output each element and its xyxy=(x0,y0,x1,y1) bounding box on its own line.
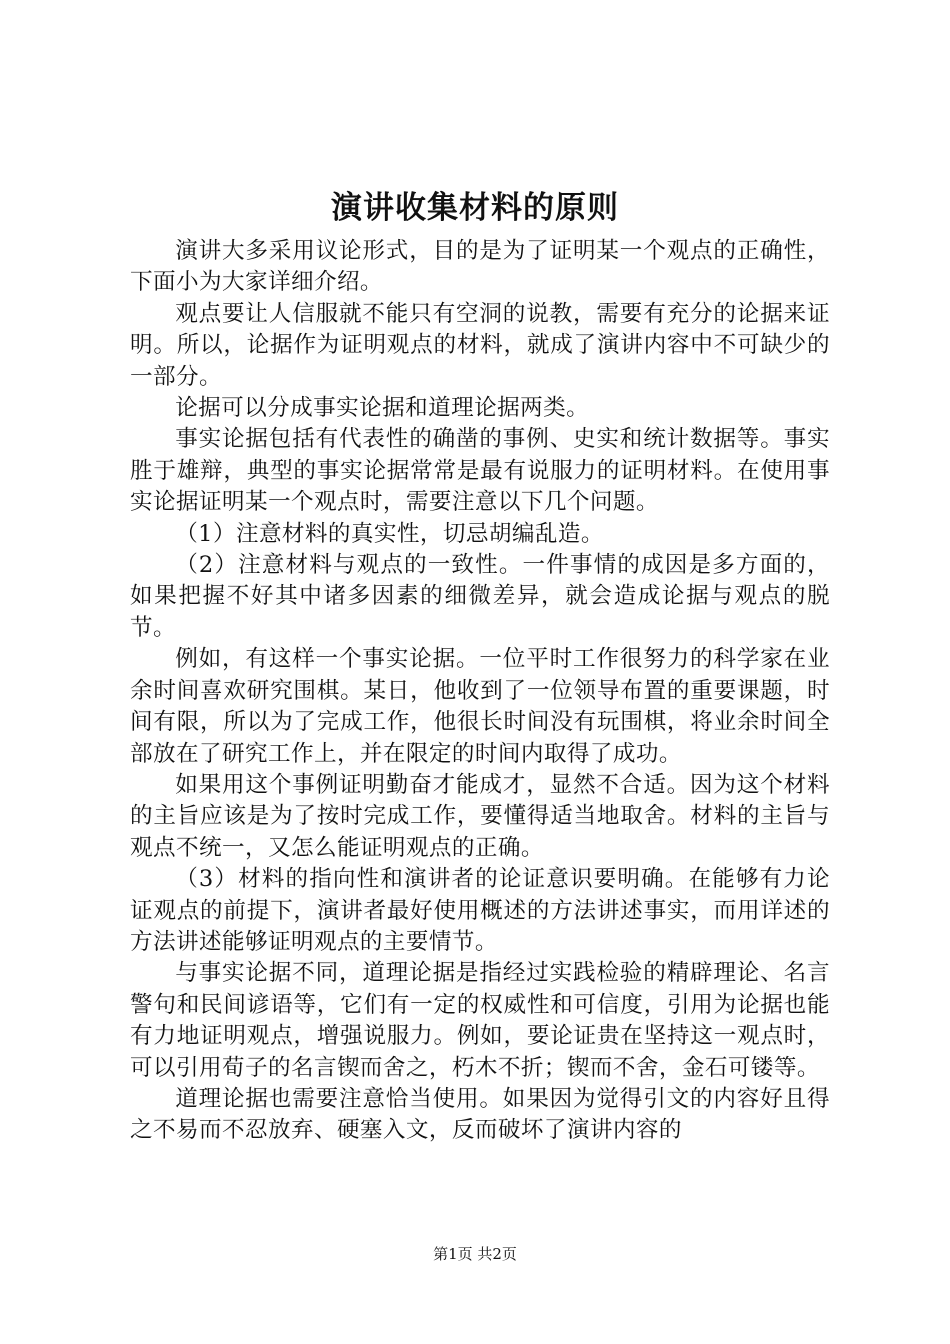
paragraph: 道理论据也需要注意恰当使用。如果因为觉得引文的内容好且得之不易而不忍放弃、硬塞入文，反而破坏了演讲内容的 xyxy=(130,1085,830,1144)
paragraph: （3）材料的指向性和演讲者的论证意识要明确。在能够有力论证观点的前提下，演讲者最好使用概述的方法讲述事实，而用详述的方法讲述能够证明观点的主要情节。 xyxy=(130,866,830,955)
paragraph: 如果用这个事例证明勤奋才能成才，显然不合适。因为这个材料的主旨应该是为了按时完成工作，要懂得适当地取舍。材料的主旨与观点不统一，又怎么能证明观点的正确。 xyxy=(130,771,830,861)
paragraph: （2）注意材料与观点的一致性。一件事情的成因是多方面的，如果把握不好其中诸多因素的细微差异，就会造成论据与观点的脱节。 xyxy=(130,552,830,641)
paragraph: 例如，有这样一个事实论据。一位平时工作很努力的科学家在业余时间喜欢研究围棋。某日，他收到了一位领导布置的重要课题，时间有限，所以为了完成工作，他很长时间没有玩围棋，将业余时间全部放在了研究工作上，并在限定的时间内取得了成功。 xyxy=(130,646,830,767)
document-body xyxy=(130,236,830,1147)
paragraph: 事实论据包括有代表性的确凿的事例、史实和统计数据等。事实胜于雄辩，典型的事实论据常常是最有说服力的证明材料。在使用事实论据证明某一个观点时，需要注意以下几个问题。 xyxy=(130,426,830,516)
paragraph: 观点要让人信服就不能只有空洞的说教，需要有充分的论据来证明。所以，论据作为证明观点的材料，就成了演讲内容中不可缺少的一部分。 xyxy=(130,300,830,390)
page-footer: 第1页 共2页 xyxy=(433,1245,517,1263)
paragraph: 演讲大多采用议论形式，目的是为了证明某一个观点的正确性，下面小为大家详细介绍。 xyxy=(130,238,830,296)
paragraph: 论据可以分成事实论据和道理论据两类。 xyxy=(175,395,590,422)
paragraph: （1）注意材料的真实性，切忌胡编乱造。 xyxy=(175,520,604,547)
document-title: 演讲收集材料的原则 xyxy=(331,190,619,226)
paragraph: 与事实论据不同，道理论据是指经过实践检验的精辟理论、名言警句和民间谚语等，它们有一定的权威性和可信度，引用为论据也能有力地证明观点，增强说服力。例如，要论证贵在坚持这一观点时，可以引用荀子的名言锲而舍之，朽木不折；锲而不舍，金石可镂等。 xyxy=(130,960,830,1081)
